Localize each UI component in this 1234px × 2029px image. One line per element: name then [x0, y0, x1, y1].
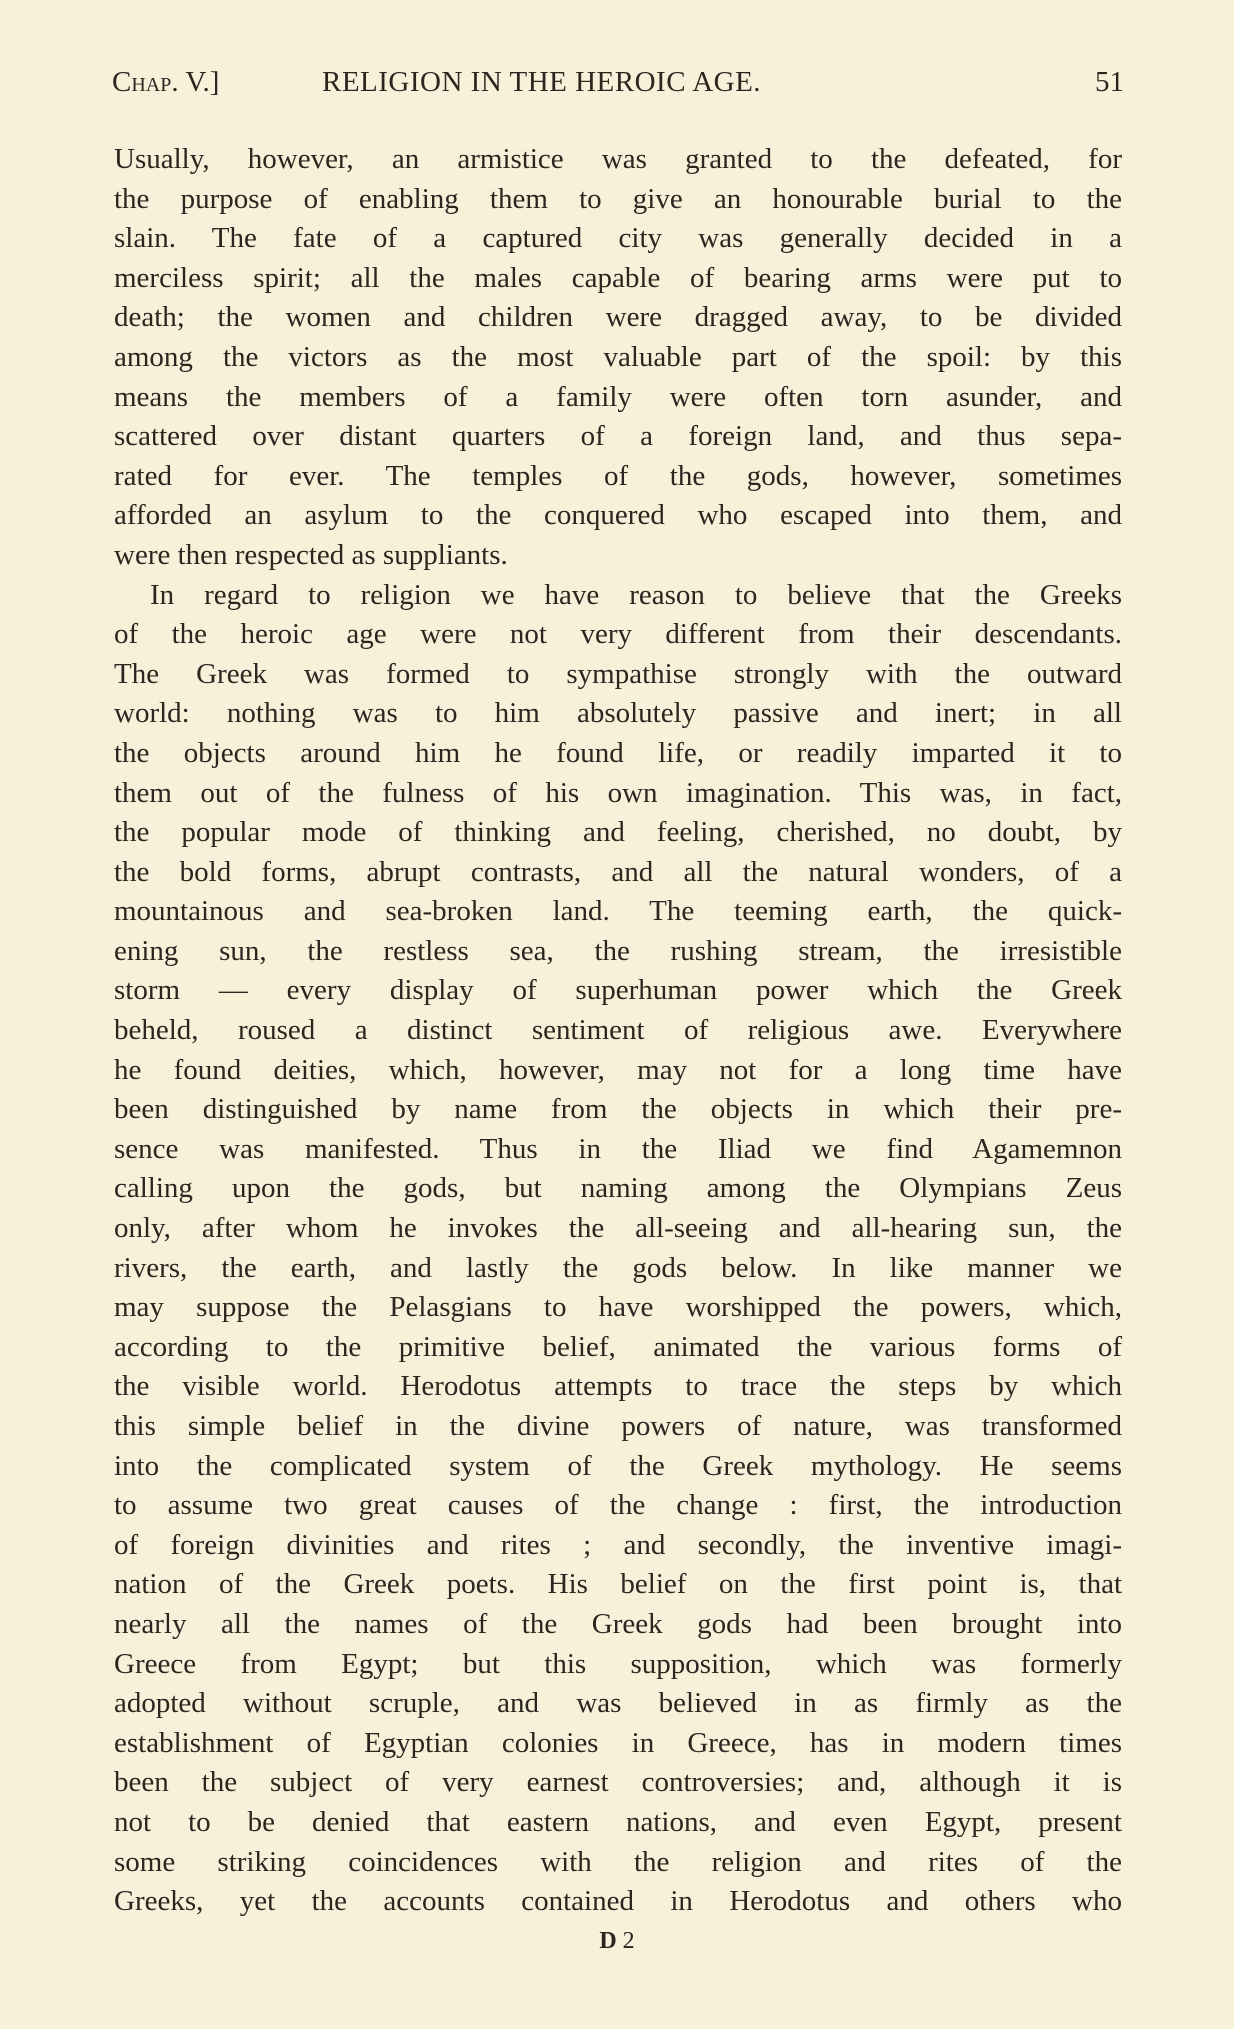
- text-line: into the complicated system of the Greek mythology. He seems: [114, 1449, 1122, 1482]
- text-line: rated for ever. The temples of the gods, however, sometimes: [114, 459, 1122, 492]
- text-line: the popular mode of thinking and feeling, cherished, no doubt, by: [114, 816, 1122, 849]
- text-line: ening sun, the restless sea, the rushing stream, the irresistible: [114, 934, 1122, 967]
- page-number: 51: [1095, 66, 1124, 98]
- text-line: beheld, roused a distinct sentiment of religious awe. Everywhere: [114, 1014, 1122, 1047]
- text-line: adopted without scruple, and was believed in as firmly as the: [114, 1687, 1122, 1720]
- signature-number: 2: [622, 1928, 635, 1954]
- text-line: were then respected as suppliants.: [114, 538, 508, 571]
- text-line: the purpose of enabling them to give an honourable burial to the: [114, 182, 1122, 215]
- running-title: RELIGION IN THE HEROIC AGE.: [322, 66, 762, 98]
- text-line: death; the women and children were dragged away, to be divided: [114, 301, 1122, 334]
- text-line: slain. The fate of a captured city was generally decided in a: [114, 222, 1122, 255]
- text-line: been the subject of very earnest controversies; and, although it is: [114, 1766, 1122, 1799]
- text-line: according to the primitive belief, animated the various forms of: [114, 1330, 1122, 1363]
- text-line: the objects around him he found life, or readily imparted it to: [114, 736, 1122, 769]
- text-line: In regard to religion we have reason to believe that the Greeks: [150, 578, 1122, 611]
- text-line: Usually, however, an armistice was granted to the defeated, for: [114, 143, 1122, 175]
- text-line: storm — every display of superhuman power which the Greek: [114, 974, 1122, 1007]
- text-line: them out of the fulness of his own imagination. This was, in fact,: [114, 776, 1122, 809]
- text-line: nearly all the names of the Greek gods had been brought into: [114, 1607, 1122, 1640]
- text-line: rivers, the earth, and lastly the gods below. In like manner we: [114, 1251, 1122, 1284]
- signature-letter: D: [599, 1928, 617, 1954]
- text-line: been distinguished by name from the objects in which their pre-: [114, 1093, 1122, 1126]
- text-line: nation of the Greek poets. His belief on the first point is, that: [114, 1568, 1122, 1601]
- text-line: this simple belief in the divine powers of nature, was transformed: [114, 1410, 1122, 1442]
- text-line: world: nothing was to him absolutely passive and inert; in all: [114, 697, 1122, 730]
- text-line: only, after whom he invokes the all-seeing and all-hearing sun, the: [114, 1212, 1122, 1245]
- chapter-label: Chap. V.]: [112, 66, 220, 98]
- text-line: of foreign divinities and rites ; and secondly, the inventive imagi-: [114, 1528, 1122, 1561]
- text-line: The Greek was formed to sympathise strongly with the outward: [114, 657, 1122, 690]
- text-line: not to be denied that eastern nations, and even Egypt, present: [114, 1805, 1122, 1838]
- text-line: the visible world. Herodotus attempts to trace the steps by which: [114, 1370, 1122, 1403]
- body-text: [114, 140, 1122, 1922]
- text-line: Greece from Egypt; but this supposition, which was formerly: [114, 1647, 1122, 1680]
- text-line: calling upon the gods, but naming among the Olympians Zeus: [114, 1172, 1122, 1205]
- text-line: may suppose the Pelasgians to have worshipped the powers, which,: [114, 1291, 1122, 1324]
- text-line: of the heroic age were not very different from their descendants.: [114, 618, 1122, 651]
- text-line: merciless spirit; all the males capable of bearing arms were put to: [114, 261, 1122, 294]
- text-line: afforded an asylum to the conquered who escaped into them, and: [114, 499, 1122, 532]
- running-header: [112, 66, 1124, 106]
- text-line: sence was manifested. Thus in the Iliad we find Agamemnon: [114, 1132, 1122, 1165]
- text-line: establishment of Egyptian colonies in Greece, has in modern times: [114, 1726, 1122, 1759]
- text-line: he found deities, which, however, may not for a long time have: [114, 1053, 1122, 1086]
- text-line: to assume two great causes of the change : first, the introduction: [114, 1489, 1122, 1522]
- text-line: scattered over distant quarters of a foreign land, and thus sepa-: [114, 420, 1122, 453]
- text-line: some striking coincidences with the religion and rites of the: [114, 1845, 1122, 1878]
- text-line: mountainous and sea-broken land. The teeming earth, the quick-: [114, 895, 1122, 928]
- text-line: Greeks, yet the accounts contained in Herodotus and others who: [114, 1885, 1122, 1918]
- text-line: the bold forms, abrupt contrasts, and all the natural wonders, of a: [114, 855, 1122, 888]
- text-line: among the victors as the most valuable part of the spoil: by this: [114, 340, 1122, 373]
- signature-mark: [0, 1928, 1234, 1955]
- text-line: means the members of a family were often torn asunder, and: [114, 380, 1122, 413]
